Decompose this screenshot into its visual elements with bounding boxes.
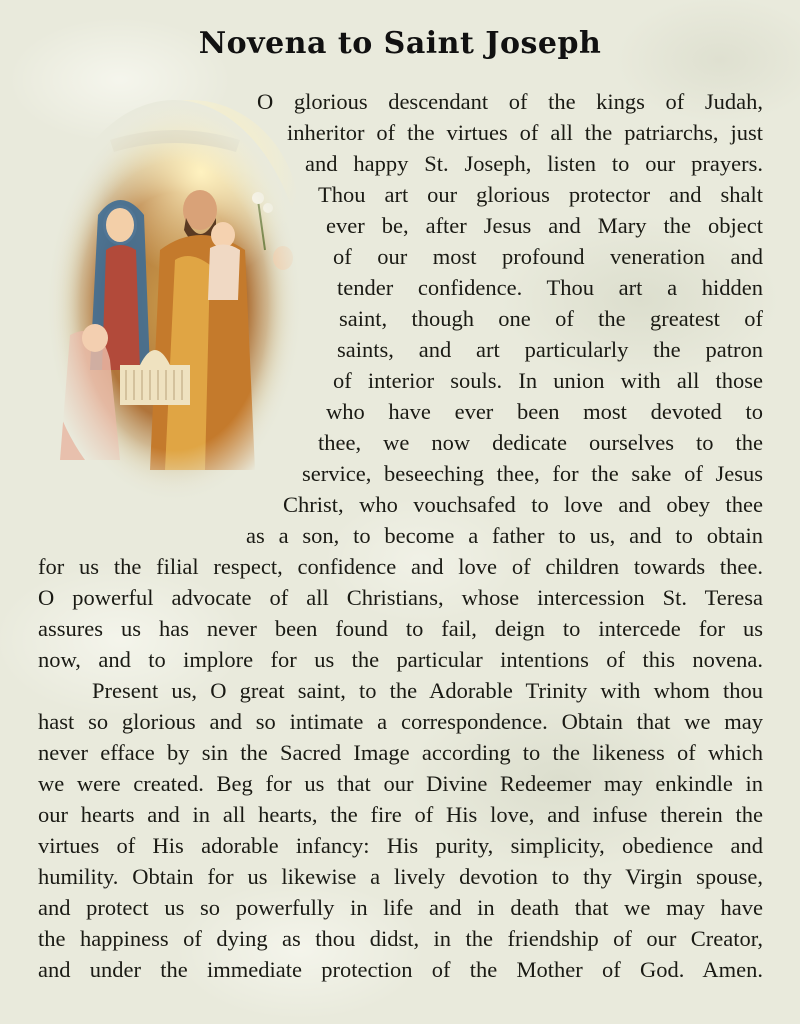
text-line: O glorious descendant of the kings of Judah, bbox=[257, 89, 763, 114]
holy-family-painting-icon bbox=[40, 100, 308, 512]
text-line: thee, we now dedicate ourselves to the bbox=[318, 430, 763, 455]
text-line: as a son, to become a father to us, and to obtain bbox=[246, 523, 763, 548]
text-line: our hearts and in all hearts, the fire of His love, and infuse therein the bbox=[38, 802, 763, 827]
text-line: who have ever been most devoted to bbox=[326, 399, 763, 424]
text-line: saints, and art particularly the patron bbox=[337, 337, 763, 362]
text-line: and happy St. Joseph, listen to our prayers. bbox=[305, 151, 763, 176]
text-line: for us the filial respect, confidence and love of children towards thee. bbox=[38, 554, 763, 579]
text-line: now, and to implore for us the particular intentions of this novena. bbox=[38, 647, 763, 672]
text-line: of our most profound veneration and bbox=[333, 244, 763, 269]
text-line: hast so glorious and so intimate a correspondence. Obtain that we may bbox=[38, 709, 763, 734]
text-line: service, beseeching thee, for the sake of Jesus bbox=[302, 461, 763, 486]
text-line: and under the immediate protection of the Mother of God. Amen. bbox=[38, 957, 763, 982]
text-line: we were created. Beg for us that our Divine Redeemer may enkindle in bbox=[38, 771, 763, 796]
text-line: assures us has never been found to fail, deign to intercede for us bbox=[38, 616, 763, 641]
text-line: O powerful advocate of all Christians, whose intercession St. Teresa bbox=[38, 585, 763, 610]
text-line: and protect us so powerfully in life and in death that we may have bbox=[38, 895, 763, 920]
text-line: the happiness of dying as thou didst, in the friendship of our Creator, bbox=[38, 926, 763, 951]
text-line: Christ, who vouchsafed to love and obey thee bbox=[283, 492, 763, 517]
page-title: Novena to Saint Joseph bbox=[198, 26, 602, 61]
text-line: Present us, O great saint, to the Adorable Trinity with whom thou bbox=[92, 678, 763, 703]
text-line: Thou art our glorious protector and shalt bbox=[318, 182, 763, 207]
text-line: of interior souls. In union with all those bbox=[333, 368, 763, 393]
text-line: humility. Obtain for us likewise a lively devotion to thy Virgin spouse, bbox=[38, 864, 763, 889]
text-line: saint, though one of the greatest of bbox=[339, 306, 763, 331]
text-line: never efface by sin the Sacred Image according to the likeness of which bbox=[38, 740, 763, 765]
text-line: ever be, after Jesus and Mary the object bbox=[326, 213, 763, 238]
text-line: tender confidence. Thou art a hidden bbox=[337, 275, 763, 300]
text-line: virtues of His adorable infancy: His purity, simplicity, obedience and bbox=[38, 833, 763, 858]
text-line: inheritor of the virtues of all the patriarchs, just bbox=[287, 120, 763, 145]
